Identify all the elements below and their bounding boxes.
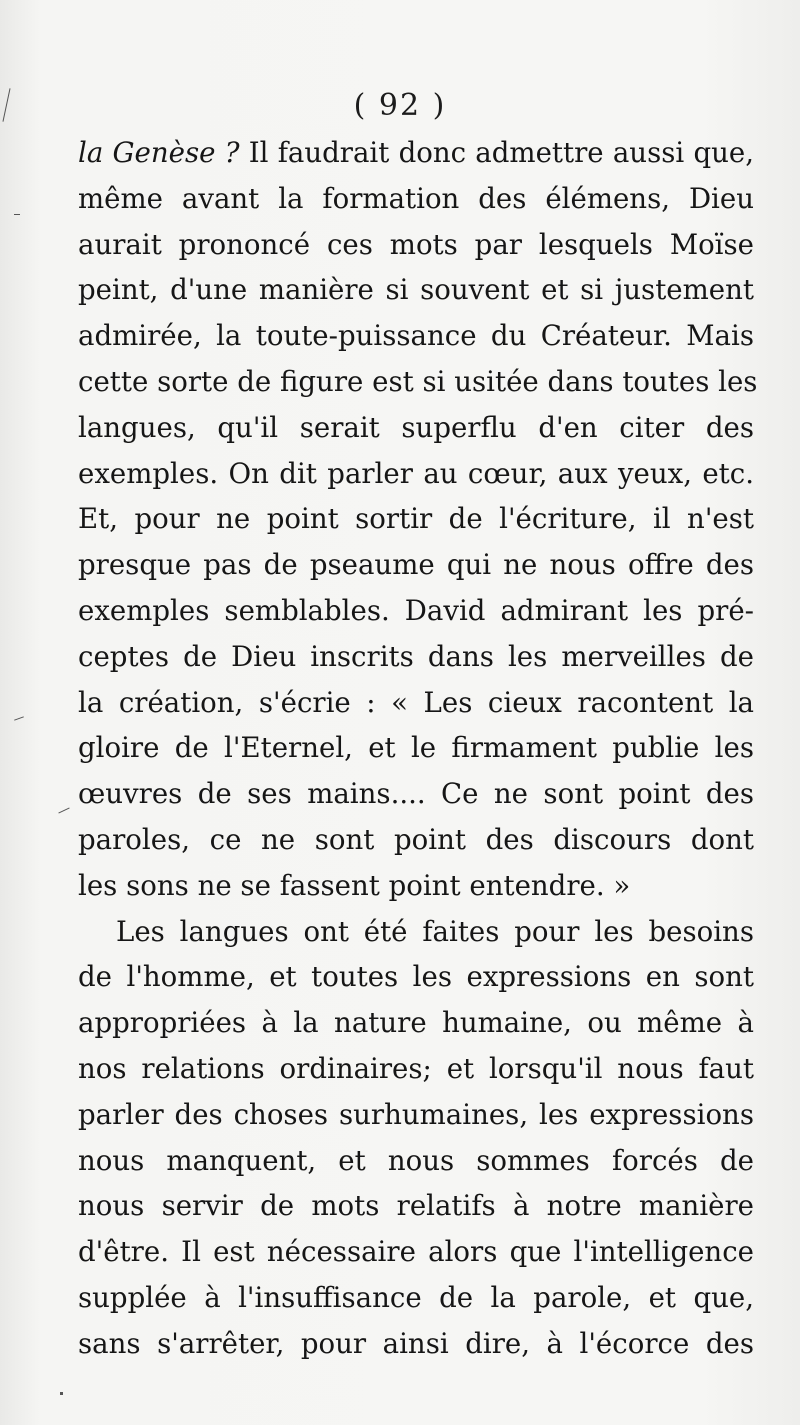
page-number: ( 92 ): [353, 88, 447, 123]
text-line-italic-prefix: la Genèse ?: [78, 136, 240, 169]
text-line: supplée à l'insuffisance de la parole, et que,: [78, 1280, 754, 1314]
margin-mark: [58, 808, 69, 814]
text-line: exemples semblables. David admirant les pré-: [78, 593, 754, 627]
text-line: presque pas de pseaume qui ne nous offre des: [78, 548, 754, 582]
text-line: nous servir de mots relatifs à notre manière: [78, 1189, 754, 1223]
text-line: parler des choses surhumaines, les expressions: [78, 1097, 754, 1131]
margin-mark: [14, 214, 20, 215]
margin-mark: [14, 716, 24, 720]
text-line: les sons ne se fassent point entendre. »: [78, 868, 631, 902]
text-line-rest: Il faudrait donc admettre aussi que,: [239, 136, 754, 169]
text-line: paroles, ce ne sont point des discours dont: [78, 822, 754, 856]
text-line: [78, 130, 754, 176]
text-line: même avant la formation des élémens, Dieu: [78, 181, 754, 215]
text-line: Et, pour ne point sortir de l'écriture, il n'est: [78, 502, 754, 536]
text-line: Les langues ont été faites pour les besoins: [116, 914, 754, 948]
text-line: nous manquent, et nous sommes forcés de: [78, 1143, 754, 1177]
text-line: œuvres de ses mains.... Ce ne sont point des: [78, 777, 754, 811]
text-line: aurait prononcé ces mots par lesquels Moïse: [78, 227, 754, 261]
text-line: nos relations ordinaires; et lorsqu'il nous faut: [78, 1051, 754, 1085]
text-line: cette sorte de figure est si usitée dans toutes les: [78, 364, 758, 398]
text-line: de l'homme, et toutes les expressions en sont: [78, 960, 754, 994]
margin-mark: [60, 1392, 63, 1395]
text-line: appropriées à la nature humaine, ou même à: [78, 1006, 754, 1040]
text-line: peint, d'une manière si souvent et si justement: [78, 273, 754, 307]
body-text: [78, 130, 758, 1367]
text-line: gloire de l'Eternel, et le firmament publie les: [78, 731, 754, 765]
text-line: langues, qu'il serait superflu d'en citer des: [78, 410, 754, 444]
text-line: sans s'arrêter, pour ainsi dire, à l'écorce des: [78, 1326, 754, 1360]
text-line: la création, s'écrie : « Les cieux racontent la: [78, 685, 754, 719]
text-line: d'être. Il est nécessaire alors que l'intelligence: [78, 1235, 754, 1269]
text-line: exemples. On dit parler au cœur, aux yeux, etc.: [78, 456, 754, 490]
text-line: ceptes de Dieu inscrits dans les merveilles de: [78, 639, 754, 673]
text-line: admirée, la toute-puissance du Créateur. Mais: [78, 319, 754, 353]
